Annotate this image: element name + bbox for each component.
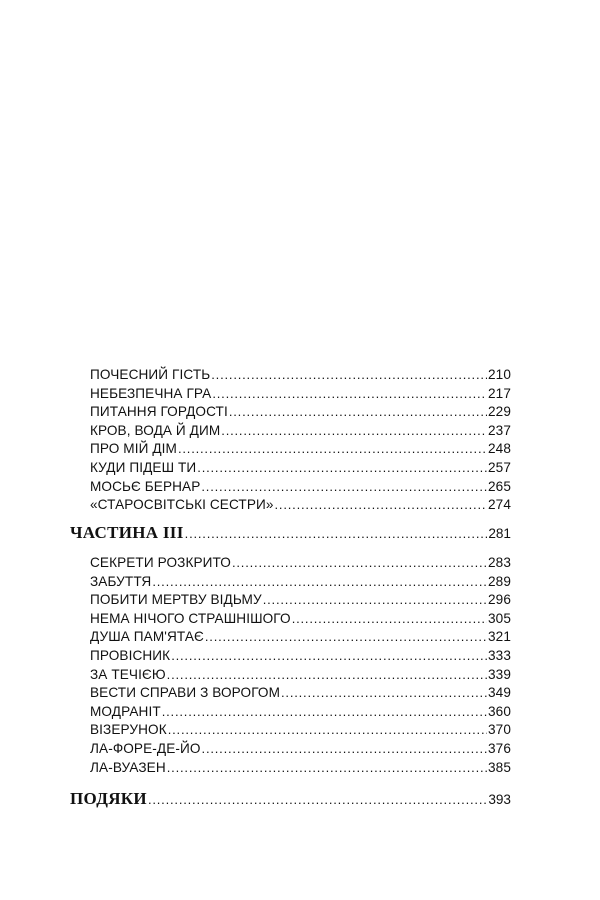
dot-leader — [201, 479, 487, 494]
dot-leader — [281, 685, 487, 700]
toc-entry-page: 274 — [488, 497, 511, 513]
dot-leader — [292, 611, 487, 626]
toc-entry — [90, 441, 511, 460]
toc-entry — [90, 704, 511, 723]
toc-entry-title: ПОБИТИ МЕРТВУ ВІДЬМУ — [90, 592, 262, 608]
dot-leader — [162, 704, 487, 719]
dot-leader — [185, 526, 488, 541]
part-title: ПОДЯКИ — [70, 789, 147, 808]
toc-entry — [90, 574, 511, 593]
part-page: 281 — [488, 526, 511, 541]
dot-leader — [178, 441, 487, 456]
toc-entry — [90, 367, 511, 386]
toc-entry — [90, 479, 511, 498]
part-title: ЧАСТИНА ІІІ — [70, 523, 184, 542]
toc-entry-title: ПОЧЕСНИЙ ГІСТЬ — [90, 367, 211, 382]
toc-entry-page: 257 — [488, 459, 511, 475]
toc-entry-title: ПРО МІЙ ДІМ — [90, 441, 177, 457]
dot-leader — [167, 667, 487, 682]
toc-entry-page: 360 — [488, 703, 511, 719]
toc-entry-page: 333 — [488, 647, 511, 663]
dot-leader — [232, 555, 487, 570]
toc-entry-title: КУДИ ПІДЕШ ТИ — [90, 459, 197, 475]
toc-entry-page: 370 — [488, 722, 511, 738]
dot-leader — [152, 574, 487, 589]
dot-leader — [275, 497, 488, 512]
toc-section-b — [90, 555, 511, 778]
toc-entry — [90, 423, 511, 442]
toc-entry-page: 283 — [488, 555, 511, 570]
toc-entry-page: 265 — [488, 478, 511, 494]
toc-entry-title: ЗА ТЕЧІЄЮ — [90, 666, 166, 682]
toc-part-heading — [70, 523, 511, 543]
toc-entry-title: КРОВ, ВОДА Й ДИМ — [90, 422, 221, 438]
toc-entry — [90, 592, 511, 611]
toc-entry-page: 296 — [488, 592, 511, 608]
dot-leader — [197, 460, 487, 475]
toc-entry-page: 210 — [488, 367, 511, 382]
toc-entry — [90, 555, 511, 574]
dot-leader — [167, 760, 487, 775]
toc-entry — [90, 629, 511, 648]
toc-entry-title: НЕМА НІЧОГО СТРАШНІШОГО — [90, 610, 291, 626]
dot-leader — [171, 648, 487, 663]
toc-entry-title: ЗАБУТТЯ — [90, 573, 152, 589]
dot-leader — [168, 722, 487, 737]
dot-leader — [229, 404, 487, 419]
toc-entry-page: 376 — [488, 740, 511, 756]
toc-entry — [90, 404, 511, 423]
toc-entry-page: 229 — [488, 404, 511, 420]
dot-leader — [148, 792, 487, 807]
toc-entry-title: МОСЬЄ БЕРНАР — [90, 478, 201, 494]
toc-entry-title: СЕКРЕТИ РОЗКРИТО — [90, 555, 231, 570]
toc-entry-title: ВЕСТИ СПРАВИ З ВОРОГОМ — [90, 685, 280, 701]
toc-entry-title: ПИТАННЯ ГОРДОСТІ — [90, 404, 228, 420]
toc-entry-title: «СТАРОСВІТСЬКІ СЕСТРИ» — [90, 497, 274, 513]
toc-entry-page: 349 — [488, 685, 511, 701]
dot-leader — [212, 386, 487, 401]
toc-entry-title: НЕБЕЗПЕЧНА ГРА — [90, 385, 212, 401]
toc-entry — [90, 760, 511, 779]
dot-leader — [205, 629, 487, 644]
toc-section-a — [90, 367, 511, 516]
dot-leader — [221, 423, 487, 438]
toc-entry-page: 237 — [488, 422, 511, 438]
toc-entry-page: 321 — [488, 629, 511, 645]
toc-entry-title: ЛА-ФОРЕ-ДЕ-ЙО — [90, 740, 201, 756]
dot-leader — [263, 592, 487, 607]
dot-leader — [211, 367, 487, 382]
toc-entry-page: 385 — [488, 759, 511, 775]
part-page: 393 — [488, 792, 511, 807]
toc-entry — [90, 667, 511, 686]
toc-acknowledgements-heading — [70, 789, 511, 809]
toc-entry-title: ВІЗЕРУНОК — [90, 722, 167, 738]
toc-entry-title: ЛА-ВУАЗЕН — [90, 759, 166, 775]
toc-entry — [90, 460, 511, 479]
toc-entry-page: 248 — [488, 441, 511, 457]
toc-entry — [90, 386, 511, 405]
toc-entry-title: МОДРАНІТ — [90, 703, 161, 719]
toc-entry — [90, 685, 511, 704]
toc-entry-page: 217 — [488, 385, 511, 401]
toc-entry — [90, 648, 511, 667]
toc-entry-page: 339 — [488, 666, 511, 682]
toc-entry-page: 289 — [488, 573, 511, 589]
toc-entry — [90, 611, 511, 630]
toc-entry — [90, 741, 511, 760]
toc-entry-title: ПРОВІСНИК — [90, 647, 171, 663]
toc-entry-page: 305 — [488, 610, 511, 626]
toc-entry-title: ДУША ПАМ'ЯТАЄ — [90, 629, 204, 645]
dot-leader — [202, 741, 487, 756]
toc-entry — [90, 497, 511, 516]
toc-entry — [90, 722, 511, 741]
